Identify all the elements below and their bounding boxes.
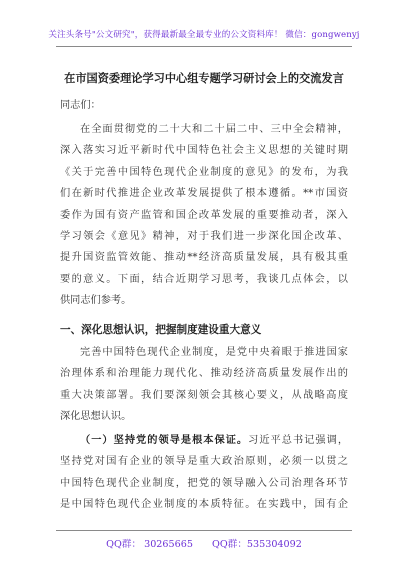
paragraph-section-1: [60, 342, 348, 428]
text-line: 完善中国特色现代企业制度，是党中央着眼于推进国家: [80, 347, 348, 358]
text-line: 在全面贯彻党的二十大和二十届二中、三中全会精神，: [80, 124, 348, 135]
document-title: 在市国资委理论学习中心组专题学习研讨会上的交流发言: [64, 71, 344, 85]
text-run: 习近平总书记强调，: [248, 435, 348, 446]
text-line: 提升国资监管效能、推动**经济高质量发展，具有极其重: [60, 252, 348, 264]
text-line: 学习领会《意见》精神，对于我们进一步深化国企改革、: [60, 230, 348, 242]
text-line: 委作为国有资产监管和国企改革发展的重要推动者，深入: [60, 209, 348, 221]
text-line: 是中国特色现代企业制度的本质特征。在实践中，国有企: [60, 499, 348, 511]
paragraph-intro: [60, 119, 348, 312]
salutation: 同志们：: [60, 100, 101, 111]
footer-divider: [56, 530, 352, 531]
text-line: 要的意义。下面，结合近期学习思考，我谈几点体会，以: [60, 273, 348, 285]
text-line: 《关于完善中国特色现代企业制度的意见》的发布，为我: [60, 166, 348, 178]
text-line: 坚持党对国有企业的领导是重大政治原则，必须一以贯之: [60, 456, 348, 468]
section-heading: 一、深化思想认识，把握制度建设重大意义: [60, 324, 262, 336]
header-note: 关注头条号"公文研究"，获得最新最全最专业的公文资料库！ 微信：gongwenyj: [48, 30, 360, 40]
subsection-heading: （一）坚持党的领导是根本保证。: [80, 434, 249, 446]
text-line: 深入落实习近平新时代中国特色社会主义思想的关键时期: [60, 145, 348, 157]
footer-contact: [0, 536, 408, 550]
header-divider: [56, 46, 352, 47]
text-line: 供同志们参考。: [60, 295, 132, 307]
text-line: 中国特色现代企业制度，把党的领导融入公司治理各环节: [60, 477, 348, 489]
qq-group-1: QQ群： 30265665: [106, 539, 193, 550]
text-line: 深化思想认识。: [60, 411, 132, 423]
text-line: 治理体系和治理能力现代化、推动经济高质量发展作出的: [60, 368, 348, 380]
qq-group-2: QQ群：535304092: [212, 539, 302, 550]
text-line: 们在新时代推进企业改革发展提供了根本遵循。**市国资: [60, 188, 348, 200]
text-line: 重大决策部署。我们要深刻领会其核心要义，从战略高度: [60, 389, 348, 401]
text-line: [60, 430, 348, 451]
paragraph-subsection-1: [60, 430, 348, 516]
